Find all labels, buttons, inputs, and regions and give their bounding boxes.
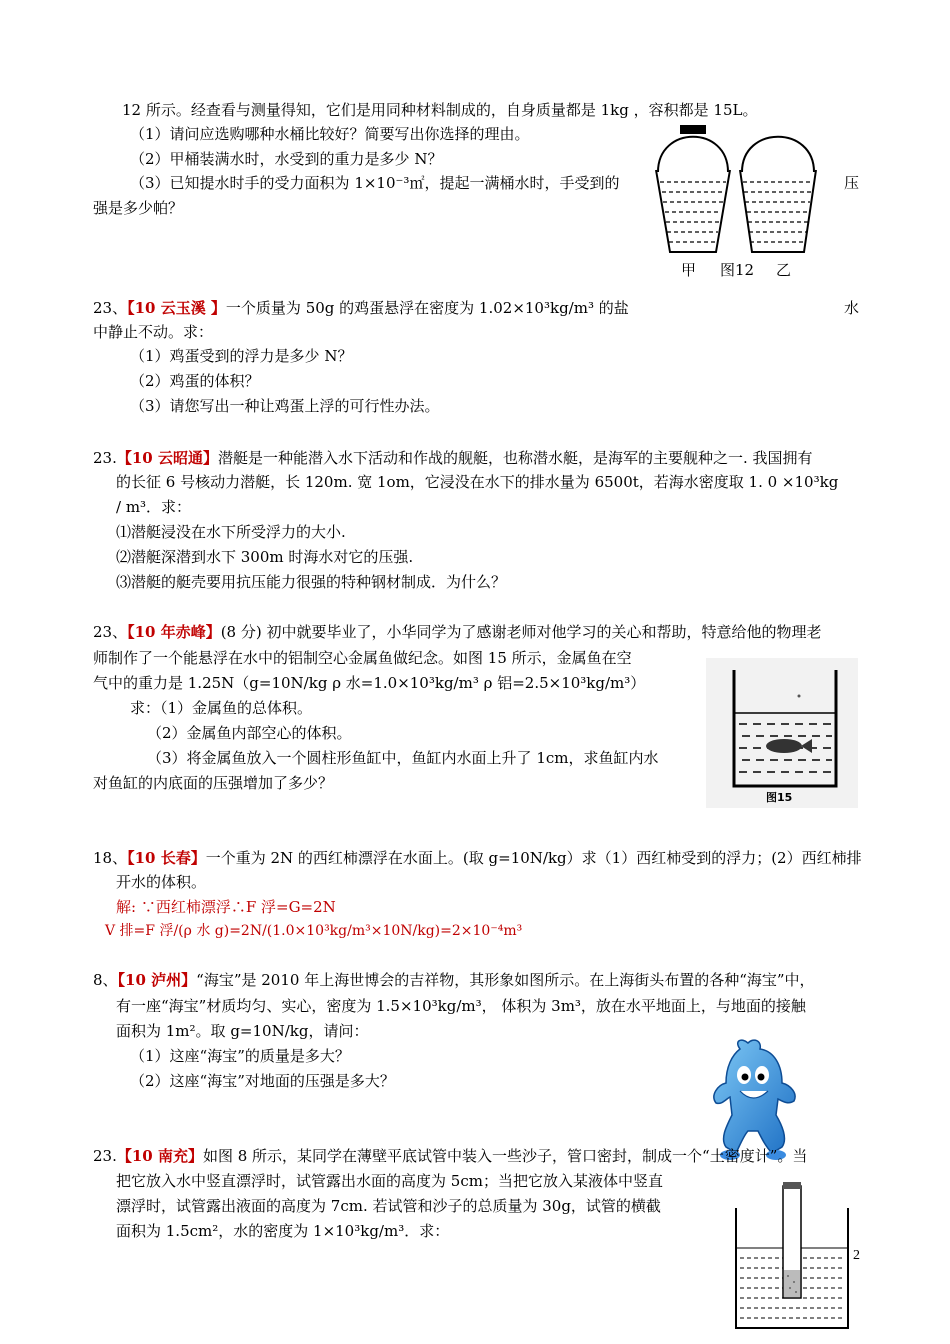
q23c-source-tag: 【10 年赤峰】: [127, 623, 221, 641]
q23b-line3: / m³．求：: [116, 498, 192, 516]
q23c-line7: 对鱼缸的内底面的压强增加了多少？: [93, 774, 334, 792]
q18-solution-line2: V 排=F 浮/(ρ 水 g)=2N/(1.0×10³kg/m³×10N/kg)=2×10⁻⁴m³: [105, 923, 523, 939]
q23b-line4: ⑴潜艇浸没在水下所受浮力的大小.: [116, 523, 346, 541]
q23a-source-tag: 【10 云玉溪 】: [127, 299, 226, 317]
q8-line3: 面积为 1m²。取 g=10N/kg，请问：: [116, 1022, 369, 1040]
q23a-line3: （1）鸡蛋受到的浮力是多少 N？: [130, 347, 353, 365]
q23a-line4: （2）鸡蛋的体积？: [130, 372, 260, 390]
q23d-text: 如图 8 所示，某同学在薄壁平底试管中装入一些沙子，管口密封，制成一个“土密度计”。当: [202, 1147, 808, 1165]
q23d-source-tag: 【10 南充】: [116, 1147, 203, 1165]
q23a-line1-end: 水: [844, 299, 860, 317]
q23a-text: 一个质量为 50g 的鸡蛋悬浮在密度为 1.02×10³kg/m³ 的盐: [225, 299, 629, 317]
q23c-line4: 求：（1）金属鱼的总体积。: [130, 699, 313, 717]
q23d-line2: 把它放入水中竖直漂浮时，试管露出水面的高度为 5cm；当把它放入某液体中竖直: [116, 1172, 663, 1190]
q23b-source-tag: 【10 云昭通】: [116, 449, 218, 467]
q23a-line2: 中静止不动。求：: [93, 323, 214, 341]
q23c-line1: [93, 622, 822, 642]
fig12-label-b: 乙: [776, 261, 792, 279]
q8-line5: （2）这座“海宝”对地面的压强是多大？: [130, 1072, 395, 1090]
q8-line2: 有一座“海宝”材质均匀、实心，密度为 1.5×10³kg/m³， 体积为 3m³，放在水平地面上，与地面的接触: [116, 997, 806, 1015]
q23b-line6: ⑶潜艇的艇壳要用抗压能力很强的特种钢材制成．为什么？: [116, 573, 507, 591]
q23c-line5: （2）金属鱼内部空心的体积。: [147, 724, 352, 742]
q23d-line3: 漂浮时，试管露出液面的高度为 7cm. 若试管和沙子的总质量为 30g，试管的横截: [116, 1197, 661, 1215]
q8-line1: [93, 970, 815, 990]
page-number: 2: [853, 1248, 860, 1263]
q22-line3: （2）甲桶装满水时，水受到的重力是多少 N？: [130, 150, 443, 168]
q18-text: 一个重为 2N 的西红柿漂浮在水面上。(取 g=10N/kg）求（1）西红柿受到的浮力；(2）西红柿排: [205, 849, 862, 867]
q23d-line1: [93, 1146, 807, 1166]
fig12-caption: 图12: [720, 261, 755, 279]
q8-line4: （1）这座“海宝”的质量是多大？: [130, 1047, 350, 1065]
q22-line4-end: 压: [844, 174, 860, 192]
q23c-line6: （3）将金属鱼放入一个圆柱形鱼缸中，鱼缸内水面上升了 1cm，求鱼缸内水: [147, 749, 659, 767]
q23c-number: 23、: [93, 623, 128, 641]
fig15-caption: 图15: [766, 791, 793, 804]
q22-line2: （1）请问应选购哪种水桶比较好？简要写出你选择的理由。: [130, 125, 530, 143]
q23c-line3: 气中的重力是 1.25N（g=10N/kg ρ 水=1.0×10³kg/m³ ρ 铝=2.5×10³kg/m³）: [93, 674, 646, 692]
q22-line5: 强是多少帕？: [93, 199, 184, 217]
q23c-line2: 师制作了一个能悬浮在水中的铝制空心金属鱼做纪念。如图 15 所示，金属鱼在空: [93, 649, 632, 667]
q8-number: 8、: [93, 971, 118, 989]
q23b-text: 潜艇是一种能潜入水下活动和作战的舰艇，也称潜水艇，是海军的主要舰种之一. 我国拥有: [217, 449, 813, 467]
q23d-number: 23.: [93, 1147, 117, 1165]
q22-line1: 12 所示。经查看与测量得知，它们是用同种材料制成的，自身质量都是 1kg ，容积都是 15L。: [122, 101, 758, 119]
q23b-line2: 的长征 6 号核动力潜艇，长 120m. 宽 1om，它浸没在水下的排水量为 6500t，若海水密度取 1. 0 ×10³kg: [116, 473, 839, 491]
q23b-line1: [93, 448, 813, 468]
q23a-line1: [93, 298, 629, 318]
bucket-figure: [650, 120, 840, 280]
test-tube-figure: [726, 1178, 866, 1338]
q18-source-tag: 【10 长春】: [127, 849, 206, 867]
q18-solution-line1: 解: ∵西红柿漂浮∴F 浮=G=2N: [116, 898, 336, 916]
q18-line2: 开水的体积。: [116, 873, 207, 891]
fish-tank-figure: [706, 658, 858, 808]
q23a-line5: （3）请您写出一种让鸡蛋上浮的可行性办法。: [130, 397, 440, 415]
fig12-label-a: 甲: [681, 261, 697, 279]
q18-line1: [93, 848, 862, 868]
q8-source-tag: 【10 泸州】: [117, 971, 197, 989]
q22-line4: （3）已知提水时手的受力面积为 1×10⁻³㎡，提起一满桶水时，手受到的: [130, 174, 620, 192]
q23b-number: 23.: [93, 449, 117, 467]
q18-number: 18、: [93, 849, 128, 867]
q23d-line4: 面积为 1.5cm²，水的密度为 1×10³kg/m³．求：: [116, 1222, 450, 1240]
q23b-line5: ⑵潜艇深潜到水下 300m 时海水对它的压强.: [116, 548, 414, 566]
q8-text: “海宝”是 2010 年上海世博会的吉祥物，其形象如图所示。在上海街头布置的各种“海宝”中，: [196, 971, 815, 989]
q23c-text: (8 分) 初中就要毕业了，小华同学为了感谢老师对他学习的关心和帮助，特意给他的物理老: [220, 623, 822, 641]
q23a-number: 23、: [93, 299, 128, 317]
